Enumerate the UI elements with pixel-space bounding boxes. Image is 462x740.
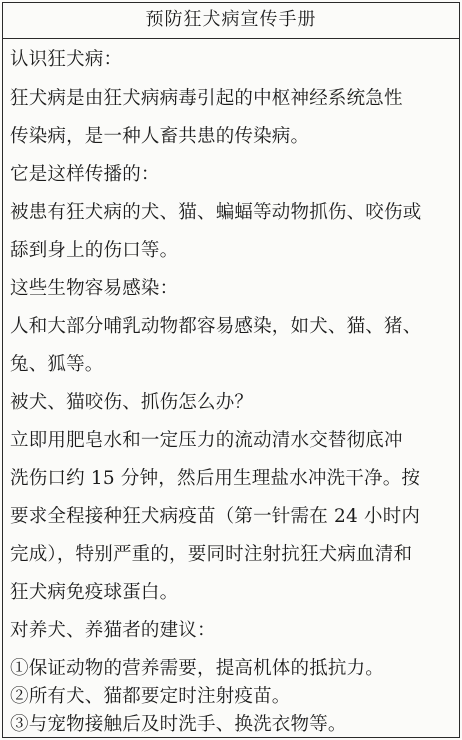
advice-item-2: ②所有犬、猫都要定时注射疫苗。 [10,686,291,707]
paragraph-line: 完成），特别严重的，要同时注射抗狂犬病血清和 [10,544,413,565]
paragraph-line: 要求全程接种狂犬病疫苗（第一针需在 24 小时内 [10,506,421,527]
section-heading-advice: 对养犬、养猫者的建议： [10,620,216,641]
section-heading-transmission: 它是这样传播的： [10,164,160,185]
advice-item-3: ③与宠物接触后及时洗手、换洗衣物等。 [10,714,347,735]
section-heading-what-to-do: 被犬、猫咬伤、抓伤怎么办？ [10,392,254,413]
paragraph-line: 传染病，是一种人畜共患的传染病。 [10,126,310,147]
section-heading-susceptible: 这些生物容易感染： [10,278,179,299]
paragraph-line: 狂犬病是由狂犬病病毒引起的中枢神经系统急性 [10,88,403,109]
paragraph-line: 人和大部分哺乳动物都容易感染，如犬、猫、猪、 [10,316,422,337]
advice-item-1: ①保证动物的营养需要，提高机体的抵抗力。 [10,658,385,679]
paragraph-line: 洗伤口约 15 分钟，然后用生理盐水冲洗干净。按 [10,468,421,489]
paragraph-line: 立即用肥皂水和一定压力的流动清水交替彻底冲 [10,430,403,451]
paragraph-line: 狂犬病免疫球蛋白。 [10,582,179,603]
paragraph-line: 兔、狐等。 [10,354,104,375]
section-heading-about-rabies: 认识狂犬病： [10,49,123,70]
paragraph-line: 被患有狂犬病的犬、猫、蝙蝠等动物抓伤、咬伤或 [10,202,422,223]
page-title: 预防狂犬病宣传手册 [3,3,459,39]
paragraph-line: 舔到身上的伤口等。 [10,240,179,261]
